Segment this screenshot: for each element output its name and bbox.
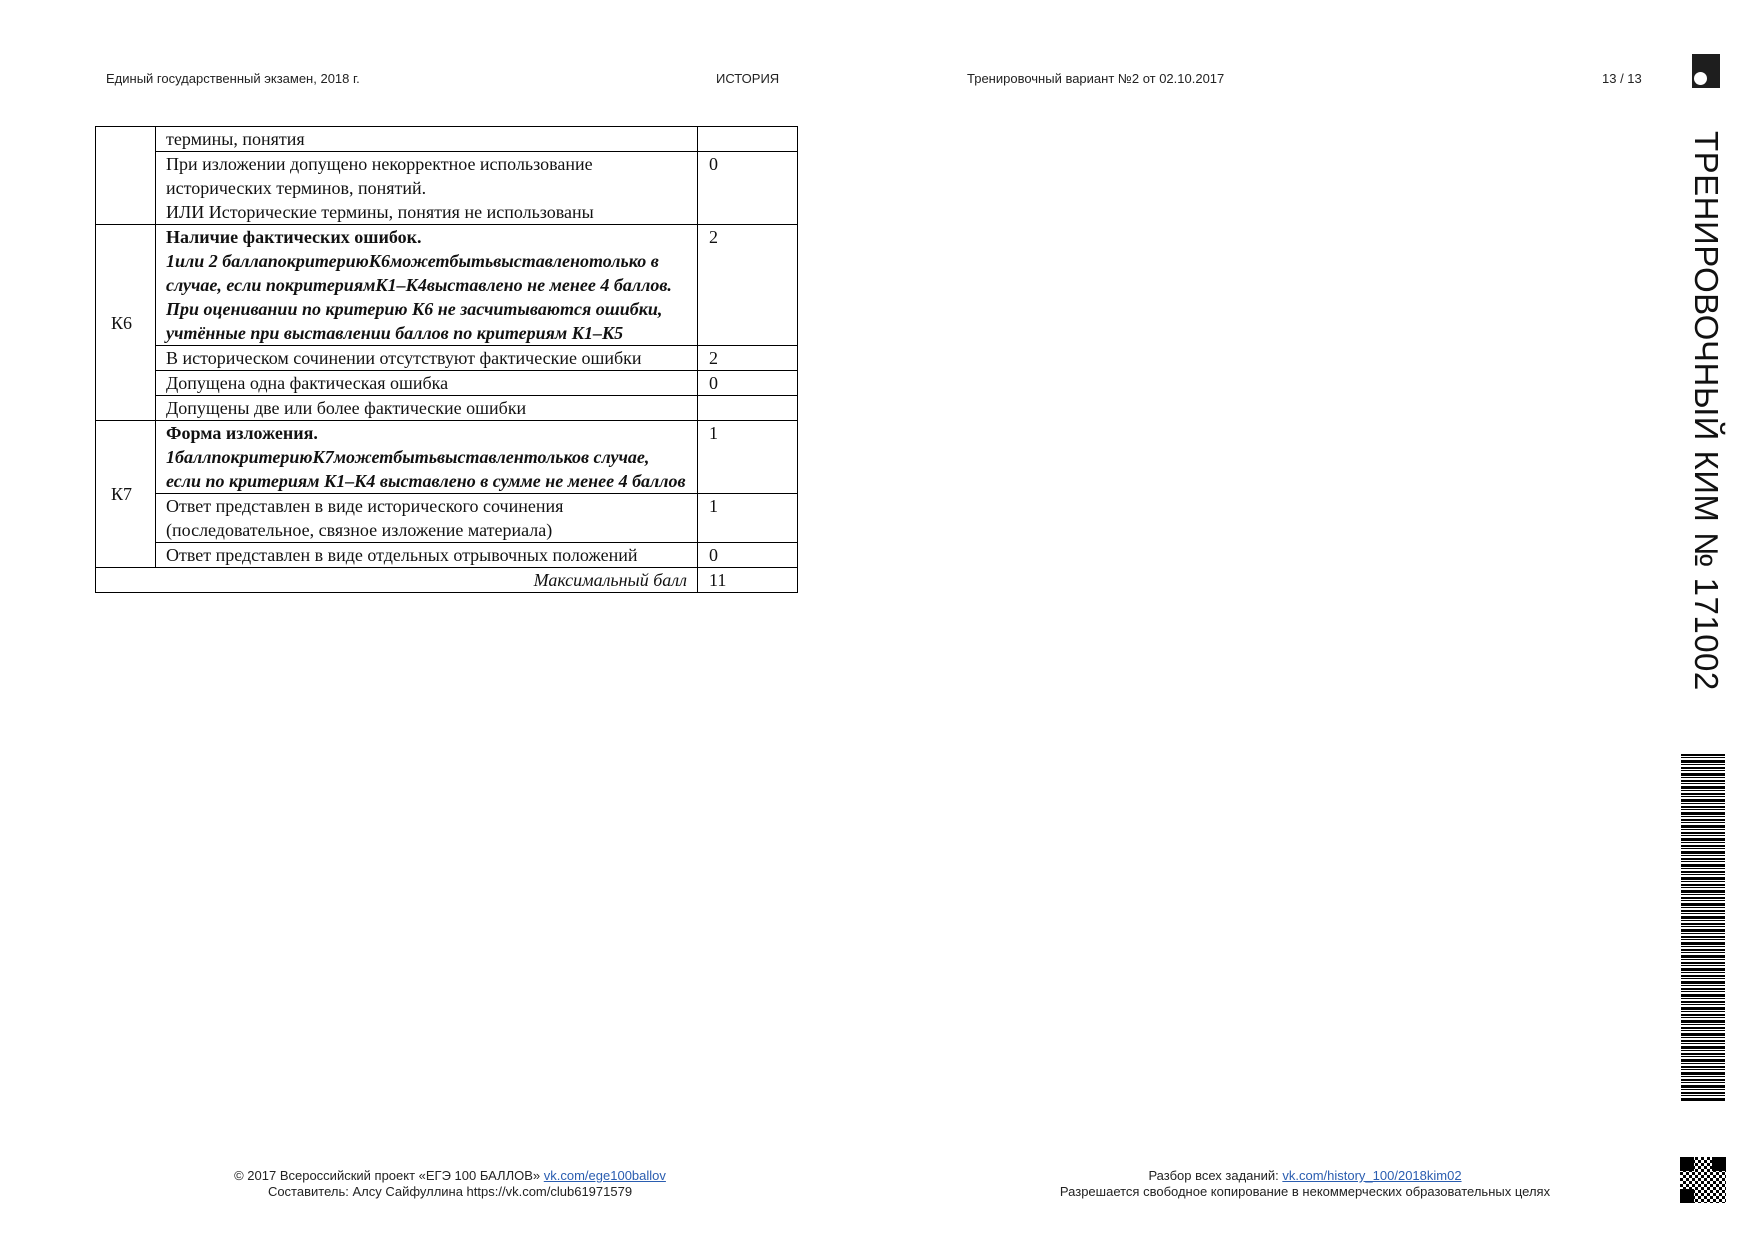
table-row: [96, 225, 798, 346]
corner-marker-icon: [1692, 54, 1720, 88]
criterion-code-k6: К6: [96, 225, 156, 421]
footer-right: [970, 1168, 1640, 1200]
criterion-title: Форма изложения.: [166, 423, 318, 443]
criterion-desc: Ответ представлен в виде отдельных отрывочных положений: [156, 543, 698, 568]
criterion-score: [698, 127, 798, 152]
criterion-max-score: 1: [698, 421, 798, 494]
side-kim-title: ТРЕНИРОВОЧНЫЙ КИМ № 171002: [1688, 131, 1725, 691]
table-row: [96, 421, 798, 494]
criterion-score: 0: [698, 152, 798, 225]
criterion-note: При оценивании по критерию К6 не засчитываются ошибки, учтённые при выставлении баллов по критериям К1–К5: [166, 299, 663, 343]
criterion-note: 1баллпокритериюК7можетбытьвыставлентольков случае, если по критериям К1–К4 выставлено в сумме не менее 4 баллов: [166, 447, 686, 491]
table-row: [96, 152, 798, 225]
criterion-code-cell: [96, 127, 156, 225]
footer-link-analysis[interactable]: vk.com/history_100/2018kim02: [1282, 1168, 1462, 1183]
footer-copyright: © 2017 Всероссийский проект «ЕГЭ 100 БАЛЛОВ»: [234, 1168, 541, 1183]
header-subject: ИСТОРИЯ: [716, 71, 780, 86]
criterion-score: [698, 396, 798, 421]
footer-analysis-label: Разбор всех заданий:: [1148, 1168, 1279, 1183]
table-row: [96, 543, 798, 568]
criterion-desc: [156, 152, 698, 225]
footer-link-project[interactable]: vk.com/ege100ballov: [543, 1168, 666, 1183]
footer-copyright-line: [150, 1168, 750, 1184]
criterion-title: Наличие фактических ошибок.: [166, 227, 422, 247]
table-row: [96, 494, 798, 543]
qr-code-icon: [1680, 1157, 1726, 1203]
criteria-table: [95, 126, 798, 593]
criterion-note: 1или 2 баллапокритериюК6можетбытьвыставленотолько в случае, если покритериямК1–К4выставлено не менее 4 баллов.: [166, 251, 672, 295]
footer-left: [150, 1168, 750, 1200]
header-exam-title: Единый государственный экзамен, 2018 г.: [106, 71, 360, 86]
page-number: 13 / 13: [1602, 71, 1642, 86]
table-row: [96, 346, 798, 371]
criterion-desc: В историческом сочинении отсутствуют фактические ошибки: [156, 346, 698, 371]
criterion-score: 2: [698, 346, 798, 371]
criterion-code-k7: К7: [96, 421, 156, 568]
header-variant: Тренировочный вариант №2 от 02.10.2017: [967, 71, 1225, 86]
criterion-desc: Допущена одна фактическая ошибка: [156, 371, 698, 396]
table-row: [96, 127, 798, 152]
criterion-score: 0: [698, 371, 798, 396]
table-row-total: [96, 568, 798, 593]
criterion-desc-line: При изложении допущено некорректное использование исторических терминов, понятий.: [166, 154, 593, 198]
criterion-score: 0: [698, 543, 798, 568]
max-score-label: Максимальный балл: [96, 568, 698, 593]
criterion-desc: термины, понятия: [156, 127, 698, 152]
max-score-value: 11: [698, 568, 798, 593]
footer-license: Разрешается свободное копирование в некоммерческих образовательных целях: [1059, 1184, 1551, 1199]
criterion-score: 1: [698, 494, 798, 543]
barcode-icon: [1681, 754, 1725, 1101]
footer-analysis-line: [970, 1168, 1640, 1184]
criterion-heading-k6: [156, 225, 698, 346]
criterion-desc-line: ИЛИ Исторические термины, понятия не использованы: [166, 202, 594, 222]
criterion-max-score: 2: [698, 225, 798, 346]
table-row: [96, 396, 798, 421]
table-row: [96, 371, 798, 396]
criterion-desc: Ответ представлен в виде исторического сочинения (последовательное, связное изложение материала): [156, 494, 698, 543]
footer-author: Составитель: Алсу Сайфуллина https://vk.com/club61971579: [267, 1184, 633, 1199]
criterion-desc: Допущены две или более фактические ошибки: [156, 396, 698, 421]
criterion-heading-k7: [156, 421, 698, 494]
